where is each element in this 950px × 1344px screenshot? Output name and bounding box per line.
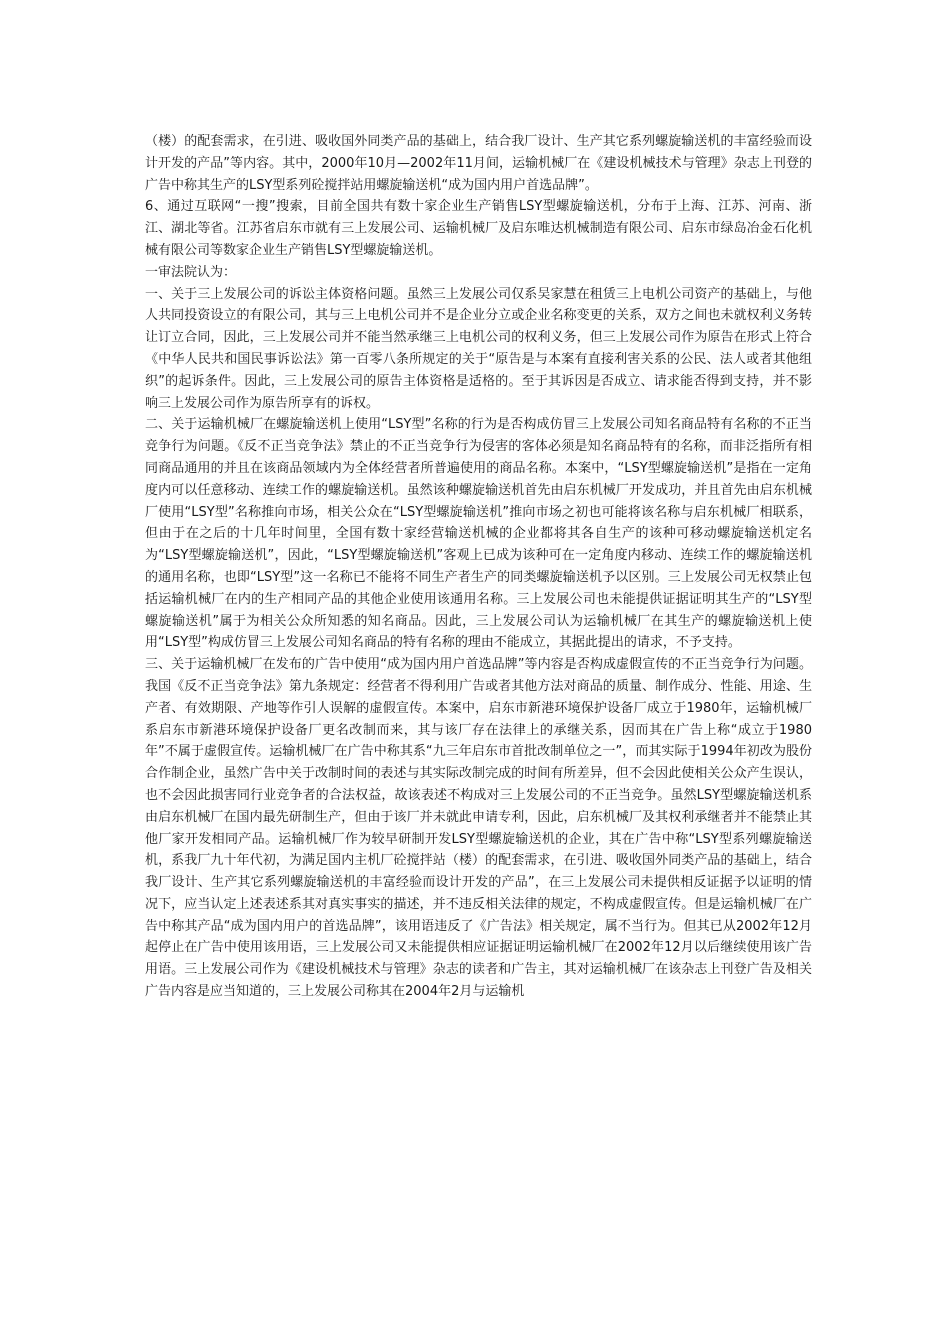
paragraph-4: 一、关于三上发展公司的诉讼主体资格问题。虽然三上发展公司仅系吴家慧在租赁三上电机公司资产的基础上，与他人共同投资设立的有限公司，其与三上电机公司并不是企业分立或企业名称变更的关系，双方之间也未就权利义务转让订立合同，因此，三上发展公司并不能当然承继三上电机公司的权利义务，但三上发展公司作为原告在形式上符合《中华人民共和国民事诉讼法》第一百零八条所规定的关于“原告是与本案有直接利害关系的公民、法人或者其他组织”的起诉条件。因此，三上发展公司的原告主体资格是适格的。至于其诉因是否成立、请求能否得到支持，并不影响三上发展公司作为原告所享有的诉权。 xyxy=(145,286,812,411)
document-page xyxy=(145,131,812,1003)
paragraph-2: 6、通过互联网“一搜”搜索，目前全国共有数十家企业生产销售LSY型螺旋输送机，分布于上海、江苏、河南、浙江、湖北等省。江苏省启东市就有三上发展公司、运输机械厂及启东唯达机械制造有限公司、启东市绿岛冶金石化机械有限公司等数家企业生产销售LSY型螺旋输送机。 xyxy=(145,199,812,258)
paragraph-3: 一审法院认为： xyxy=(145,264,237,280)
paragraph-6: 三、关于运输机械厂在发布的广告中使用“成为国内用户首选品牌”等内容是否构成虚假宣传的不正当竞争行为问题。我国《反不正当竞争法》第九条规定：经营者不得利用广告或者其他方法对商品的质量、制作成分、性能、用途、生产者、有效期限、产地等作引人误解的虚假宣传。本案中，启东市新港环境保护设备厂成立于1980年，运输机械厂系启东市新港环境保护设备厂更名改制而来，其与该厂存在法律上的承继关系，因而其在广告上称“成立于1980年”不属于虚假宣传。运输机械厂在广告中称其系“九三年启东市首批改制单位之一”，而其实际于1994年初改为股份合作制企业，虽然广告中关于改制时间的表述与其实际改制完成的时间有所差异，但不会因此使相关公众产生误认，也不会因此损害同行业竞争者的合法权益，故该表述不构成对三上发展公司的不正当竞争。虽然LSY型螺旋输送机系由启东机械厂在国内最先研制生产，但由于该厂并未就此申请专利，因此，启东机械厂及其权利承继者并不能禁止其他厂家开发相同产品。运输机械厂作为较早研制开发LSY型螺旋输送机的企业，其在广告中称“LSY型系列螺旋输送机，系我厂九十年代初，为满足国内主机厂砼搅拌站（楼）的配套需求，在引进、吸收国外同类产品的基础上，结合我厂设计、生产其它系列螺旋输送机的丰富经验而设计开发的产品”，在三上发展公司未提供相反证据予以证明的情况下，应当认定上述表述系其对真实事实的描述，并不违反相关法律的规定，不构成虚假宣传。但是运输机械厂在广告中称其产品“成为国内用户的首选品牌”，该用语违反了《广告法》相关规定，属不当行为。但其已从2002年12月起停止在广告中使用该用语，三上发展公司又未能提供相应证据证明运输机械厂在2002年12月以后继续使用该广告用语。三上发展公司作为《建设机械技术与管理》杂志的读者和广告主，其对运输机械厂在该杂志上刊登广告及相关广告内容是应当知道的，三上发展公司称其在2004年2月与运输机 xyxy=(145,657,812,1000)
paragraph-1: （楼）的配套需求，在引进、吸收国外同类产品的基础上，结合我厂设计、生产其它系列螺旋输送机的丰富经验而设计开发的产品”等内容。其中，2000年10月—2002年11月间，运输机械厂在《建设机械技术与管理》杂志上刊登的广告中称其生产的LSY型系列砼搅拌站用螺旋输送机“成为国内用户首选品牌”。 xyxy=(145,134,812,193)
paragraph-5: 二、关于运输机械厂在螺旋输送机上使用“LSY型”名称的行为是否构成仿冒三上发展公司知名商品特有名称的不正当竞争行为问题。《反不正当竞争法》禁止的不正当竞争行为侵害的客体必须是知名商品特有的名称，而非泛指所有相同商品通用的并且在该商品领域内为全体经营者所普遍使用的商品名称。本案中，“LSY型螺旋输送机”是指在一定角度内可以任意移动、连续工作的螺旋输送机。虽然该种螺旋输送机首先由启东机械厂开发成功，并且首先由启东机械厂使用“LSY型”名称推向市场，相关公众在“LSY型螺旋输送机”推向市场之初也可能将该名称与启东机械厂相联系，但由于在之后的十几年时间里，全国有数十家经营输送机械的企业都将其各自生产的该种可移动螺旋输送机定名为“LSY型螺旋输送机”，因此，“LSY型螺旋输送机”客观上已成为该种可在一定角度内移动、连续工作的螺旋输送机的通用名称，也即“LSY型”这一名称已不能将不同生产者生产的同类螺旋输送机予以区别。三上发展公司无权禁止包括运输机械厂在内的生产相同产品的其他企业使用该通用名称。三上发展公司也未能提供证据证明其生产的“LSY型螺旋输送机”属于为相关公众所知悉的知名商品。因此，三上发展公司认为运输机械厂在其生产的螺旋输送机上使用“LSY型”构成仿冒三上发展公司知名商品的特有名称的理由不能成立，其据此提出的请求，不予支持。 xyxy=(145,417,812,651)
